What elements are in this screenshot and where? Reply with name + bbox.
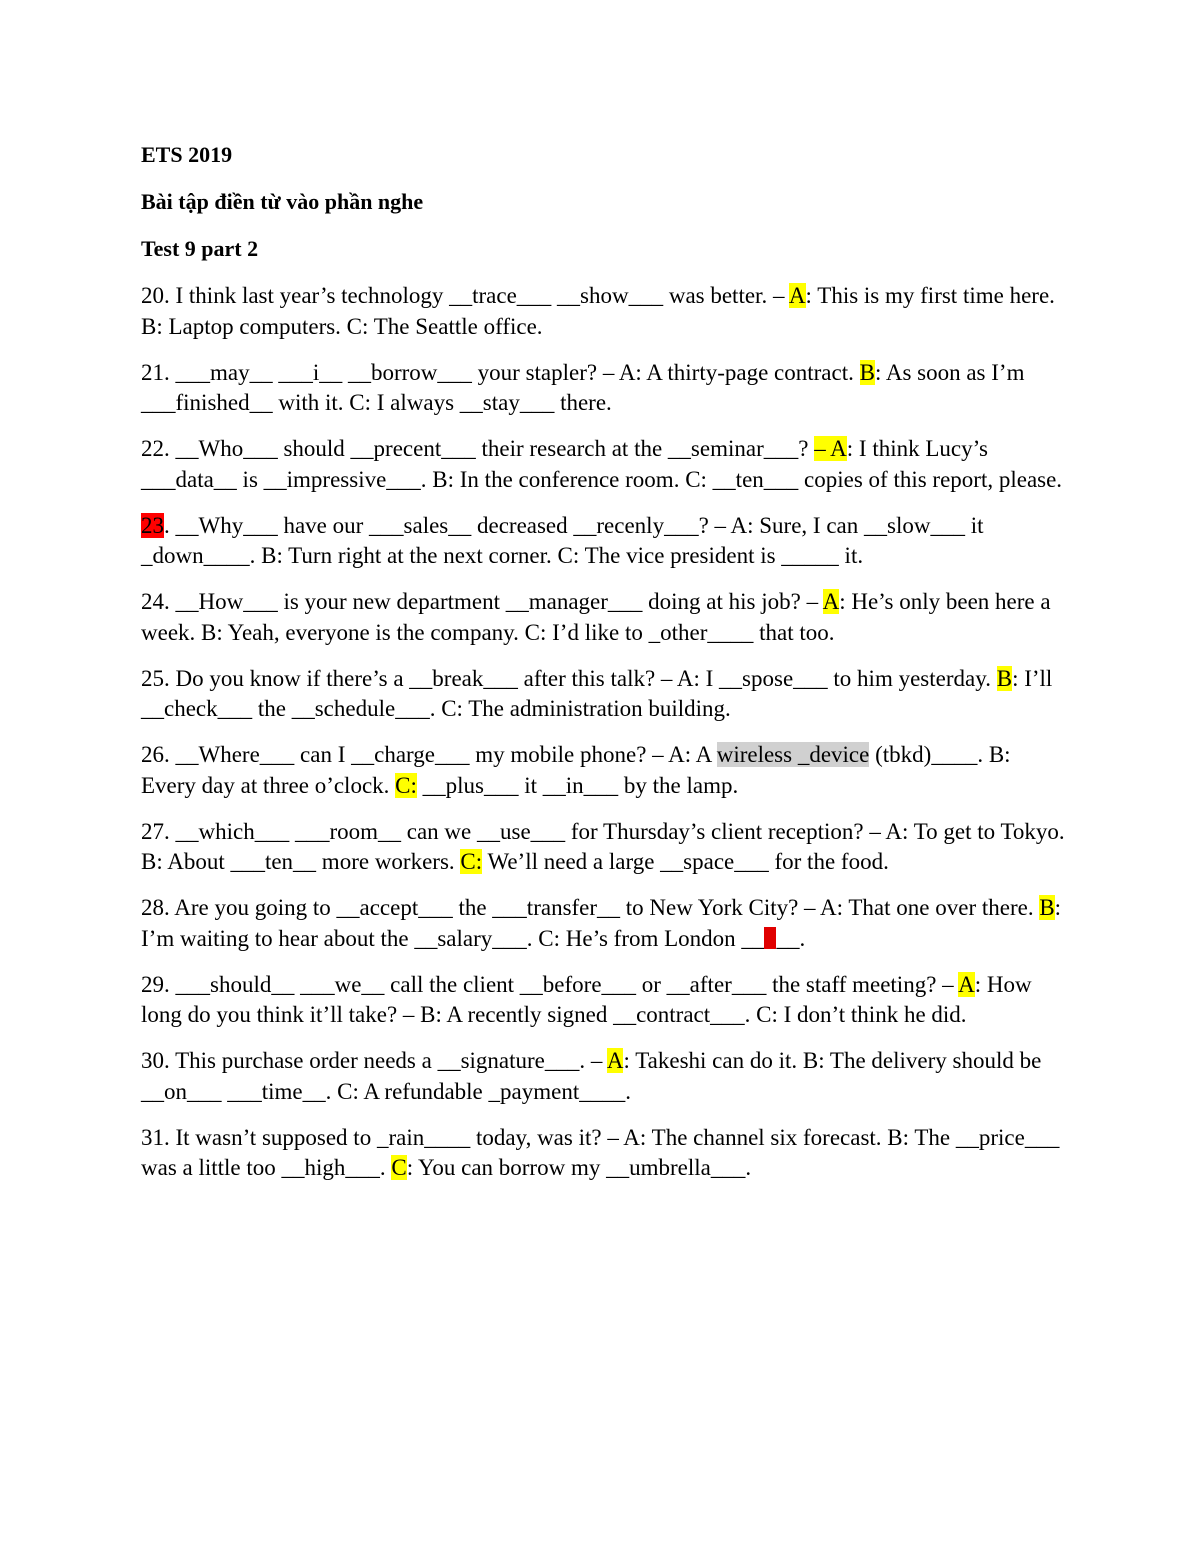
question-text: : As soon as I’m ___finished__ with it. C: I always __stay___ there. <box>141 359 1025 415</box>
question-20 <box>141 281 1066 342</box>
answer-highlight: A <box>606 1048 624 1073</box>
question-24 <box>141 587 1066 648</box>
question-number-highlight: 23 <box>141 512 164 538</box>
answer-highlight: B <box>996 665 1013 691</box>
document-title: ETS 2019 <box>141 142 233 167</box>
answer-highlight: B <box>1039 895 1055 920</box>
question-text: We’ll need a large __space___ for the food. <box>482 849 889 874</box>
answer-highlight: C: <box>395 772 417 798</box>
question-29 <box>141 970 1066 1031</box>
answer-highlight: A <box>958 971 975 997</box>
question-text: 27. __which___ ___room__ can we __use___ for Thursday’s client reception? – A: To get to Tokyo. B: About ___ten__ more workers. <box>141 818 1065 874</box>
question-26 <box>141 740 1066 801</box>
question-28 <box>141 893 1066 954</box>
question-text: 31. It wasn’t supposed to _rain____ today, was it? – A: The channel six forecast. B: The __price___ was a little too __high___. <box>141 1124 1060 1180</box>
section-title: Test 9 part 2 <box>141 236 259 261</box>
question-31 <box>141 1123 1066 1184</box>
question-text: 20. I think last year’s technology __trace___ __show___ was better. – <box>141 283 789 308</box>
question-27 <box>141 817 1066 878</box>
question-text: 25. Do you know if there’s a __break___ after this talk? – A: I __spose___ to him yesterday. <box>141 665 997 691</box>
answer-highlight: B <box>859 359 875 385</box>
question-text: : How long do you think it’ll take? – B: A recently signed __contract___. C: I don’t think he did. <box>141 971 1032 1027</box>
question-text: 24. __How___ is your new department __manager___ doing at his job? – <box>141 589 823 614</box>
question-text: (tbkd)____. B: Every day at three o’clock. <box>141 742 1011 798</box>
question-23 <box>141 511 1066 572</box>
question-text: : I’m waiting to hear about the __salary___. C: He’s from London __ <box>141 895 1062 951</box>
question-21 <box>141 358 1066 419</box>
question-text: 30. This purchase order needs a __signature___. – <box>141 1048 607 1073</box>
question-30 <box>141 1046 1066 1107</box>
question-text: 26. __Where___ can I __charge___ my mobile phone? – A: A <box>141 742 717 767</box>
question-25 <box>141 664 1066 725</box>
question-text: : This is my first time here. B: Laptop computers. C: The Seattle office. <box>141 283 1055 339</box>
gray-highlight: wireless _device <box>716 742 870 767</box>
question-text: 21. ___may__ ___i__ __borrow___ your stapler? – A: A thirty-page contract. <box>141 359 860 385</box>
question-text: : He’s only been here a week. B: Yeah, everyone is the company. C: I’d like to _other____ that too. <box>141 589 1051 645</box>
answer-highlight: A <box>788 283 806 308</box>
answer-highlight: – A <box>814 436 847 461</box>
question-text: 28. Are you going to __accept___ the ___transfer__ to New York City? – A: That one over there. <box>141 895 1040 920</box>
question-text: : I think Lucy’s ___data__ is __impressive___. B: In the conference room. C: __ten___ copies of this report, please. <box>141 436 1063 492</box>
red-mark <box>764 927 776 949</box>
answer-highlight: C: <box>460 849 483 874</box>
question-text: : You can borrow my __umbrella___. <box>406 1155 752 1180</box>
question-22 <box>141 434 1066 495</box>
document-subtitle: Bài tập điền từ vào phần nghe <box>141 189 424 214</box>
question-text: 29. ___should__ ___we__ call the client __before___ or __after___ the staff meeting? – <box>141 971 959 997</box>
answer-highlight: A <box>822 589 840 614</box>
question-text: : Takeshi can do it. B: The delivery should be __on___ ___time__. C: A refundable _payment____. <box>141 1048 1042 1104</box>
question-text: . __Why___ have our ___sales__ decreased __recenly___? – A: Sure, I can __slow___ it _down____. B: Turn right at the next corner. C: The vice president is _____ it. <box>141 512 984 568</box>
question-text: : I’ll __check___ the __schedule___. C: The administration building. <box>141 665 1053 721</box>
question-text: __plus___ it __in___ by the lamp. <box>416 772 739 798</box>
question-text: __. <box>776 925 806 951</box>
question-text: 22. __Who___ should __precent___ their research at the __seminar___? <box>141 436 815 461</box>
answer-highlight: C <box>391 1155 407 1180</box>
